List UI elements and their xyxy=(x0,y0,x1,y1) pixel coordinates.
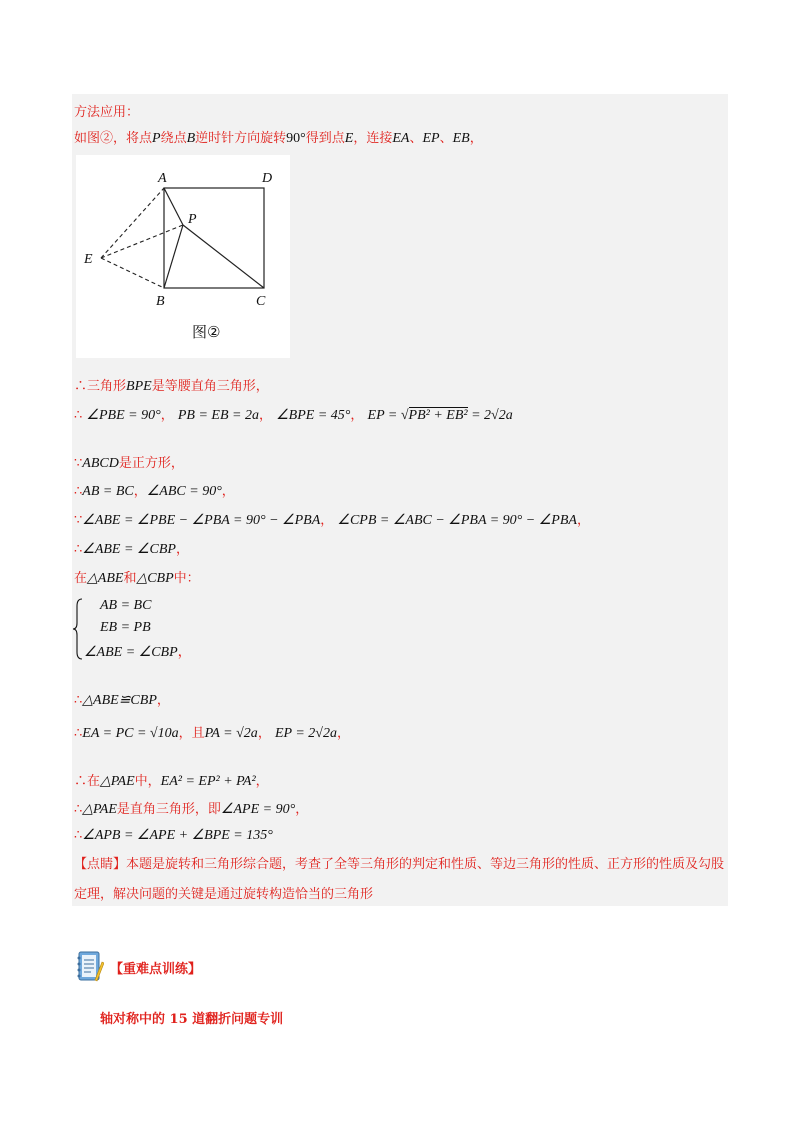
formula-cpb: ∠CPB = ∠ABC − ∠PBA = 90° − ∠PBA xyxy=(337,513,577,528)
comma: ， xyxy=(133,484,147,499)
section-title: 【重难点训练】 xyxy=(110,962,202,977)
step-9 xyxy=(74,722,350,742)
segment-ep: EP xyxy=(422,131,440,146)
step-2 xyxy=(74,404,513,424)
segment-eb: EB xyxy=(452,131,470,146)
formula-apb: ∠APB = ∠APE + ∠BPE = 135° xyxy=(82,828,273,843)
triangle-pae: △PAE xyxy=(100,774,135,789)
therefore-symbol: ∴ xyxy=(74,484,83,499)
key-point-note: 【点睛】本题是旋转和三角形综合题，考查了全等三角形的判定和性质、等边三角形的性质、正方形的性质及勾股定理，解决问题的关键是通过旋转构造恰当的三角形 xyxy=(74,857,725,902)
intro-text-5: ，连接 xyxy=(353,131,393,146)
label-b: B xyxy=(156,294,165,309)
step-9-text: ，且 xyxy=(178,726,205,741)
therefore-symbol: ∴ xyxy=(74,802,83,817)
step-6 xyxy=(74,538,189,558)
step-11 xyxy=(74,798,308,818)
formula-ep: EP = 2√2a xyxy=(274,726,337,741)
formula-pbe: ∠PBE = 90° xyxy=(86,408,161,423)
sqrt-sign: √ xyxy=(400,408,409,423)
step-10 xyxy=(74,770,269,790)
because-symbol: ∵ xyxy=(74,513,83,528)
label-p: P xyxy=(188,212,197,227)
triangle-bpe: BPE xyxy=(126,379,152,394)
congruence: △ABE≌CBP xyxy=(82,693,157,708)
step-7-text-3: 中： xyxy=(173,571,200,586)
step-11-text: 是直角三角形，即 xyxy=(116,802,221,817)
step-12 xyxy=(74,827,273,844)
comma: ， xyxy=(295,802,309,817)
comma: ， xyxy=(175,542,189,557)
formula-ep-a: EP = xyxy=(367,408,401,423)
step-5 xyxy=(74,509,590,529)
system-brace xyxy=(72,598,84,660)
system-row-3-formula: ∠ABE = ∠CBP xyxy=(84,645,178,660)
step-7-text-1: 在 xyxy=(74,571,88,586)
therefore-symbol: ∴ xyxy=(74,379,88,394)
therefore-symbol: ∴ xyxy=(74,408,83,423)
segment-ea xyxy=(101,188,164,258)
formula-ape: ∠APE = 90° xyxy=(220,802,296,817)
step-7 xyxy=(74,567,200,587)
figure-svg xyxy=(76,155,290,358)
segment-eb xyxy=(101,258,164,288)
therefore-symbol: ∴ xyxy=(74,542,83,557)
formula-bpe: ∠BPE = 45° xyxy=(276,408,351,423)
comma: ， xyxy=(221,484,235,499)
label-c: C xyxy=(256,294,266,309)
comma: ， xyxy=(255,774,269,789)
sep-2: 、 xyxy=(439,131,453,146)
formula-ea-pc: EA = PC = √10a xyxy=(82,726,179,741)
formula-pa: PA = √2a xyxy=(204,726,258,741)
formula-ep-b: = 2√2a xyxy=(467,408,513,423)
triangle-pae: △PAE xyxy=(82,802,117,817)
square-name: ABCD xyxy=(82,456,119,471)
comma: ， xyxy=(320,513,334,528)
pythagoras-formula: EA² = EP² + PA² xyxy=(160,774,256,789)
formula-pb-eb: PB = EB = 2a xyxy=(177,408,259,423)
step-10-text-1: 在 xyxy=(87,774,101,789)
segment-ep xyxy=(101,225,183,258)
intro-text-1: 如图②，将点 xyxy=(74,131,153,146)
formula-abc: ∠ABC = 90° xyxy=(146,484,222,499)
step-8 xyxy=(74,689,170,709)
subtitle: 轴对称中的 15 道翻折问题专训 xyxy=(100,1012,284,1027)
radicand: PB² + EB² xyxy=(408,408,468,423)
system-row-2: EB = PB xyxy=(100,620,151,635)
label-d: D xyxy=(262,171,273,186)
step-1 xyxy=(74,375,269,395)
triangle-cbp: △CBP xyxy=(136,571,174,586)
step-1-text-1: 三角形 xyxy=(87,379,127,394)
comma: ， xyxy=(257,726,271,741)
label-e: E xyxy=(84,252,93,267)
comma: ， xyxy=(156,693,170,708)
segment-pa xyxy=(164,188,183,225)
therefore-symbol: ∴ xyxy=(74,726,83,741)
system-row-3 xyxy=(84,641,192,661)
comma: ， xyxy=(350,408,364,423)
var-e: E xyxy=(344,131,354,146)
intro-text-3: 逆时针方向旋转 xyxy=(195,131,287,146)
formula-ab-bc: AB = BC xyxy=(82,484,134,499)
segment-pb xyxy=(164,225,183,288)
intro-end: ， xyxy=(469,131,483,146)
var-p: P xyxy=(152,131,161,146)
figure-caption: 图② xyxy=(192,323,221,341)
triangle-abe: △ABE xyxy=(87,571,124,586)
geometry-figure xyxy=(76,155,290,358)
segment-pc xyxy=(183,225,264,288)
var-b: B xyxy=(186,131,196,146)
step-10-text-2: 中， xyxy=(134,774,161,789)
system-row-1: AB = BC xyxy=(100,598,152,613)
step-7-text-2: 和 xyxy=(123,571,137,586)
comma: ， xyxy=(258,408,272,423)
intro-text-2: 绕点 xyxy=(160,131,187,146)
sep-1: 、 xyxy=(409,131,423,146)
therefore-symbol: ∴ xyxy=(74,828,83,843)
formula-abe: ∠ABE = ∠PBE − ∠PBA = 90° − ∠PBA xyxy=(82,513,321,528)
comma: ， xyxy=(576,513,590,528)
notebook-icon xyxy=(74,950,104,984)
therefore-symbol: ∴ xyxy=(74,693,83,708)
comma: ， xyxy=(160,408,174,423)
intro-line xyxy=(74,127,483,147)
formula-abe-cbp: ∠ABE = ∠CBP xyxy=(82,542,176,557)
system-end: ， xyxy=(177,645,192,660)
step-3-text: 是正方形， xyxy=(118,456,184,471)
therefore-symbol: ∴ xyxy=(74,774,88,789)
angle-90: 90° xyxy=(286,131,306,146)
because-symbol: ∵ xyxy=(74,456,83,471)
step-3 xyxy=(74,452,184,472)
step-4 xyxy=(74,480,235,500)
intro-text-4: 得到点 xyxy=(305,131,345,146)
comma: ， xyxy=(336,726,350,741)
segment-ea: EA xyxy=(392,131,410,146)
heading: 方法应用： xyxy=(74,105,140,120)
label-a: A xyxy=(158,171,167,186)
step-1-text-2: 是等腰直角三角形， xyxy=(151,379,269,394)
